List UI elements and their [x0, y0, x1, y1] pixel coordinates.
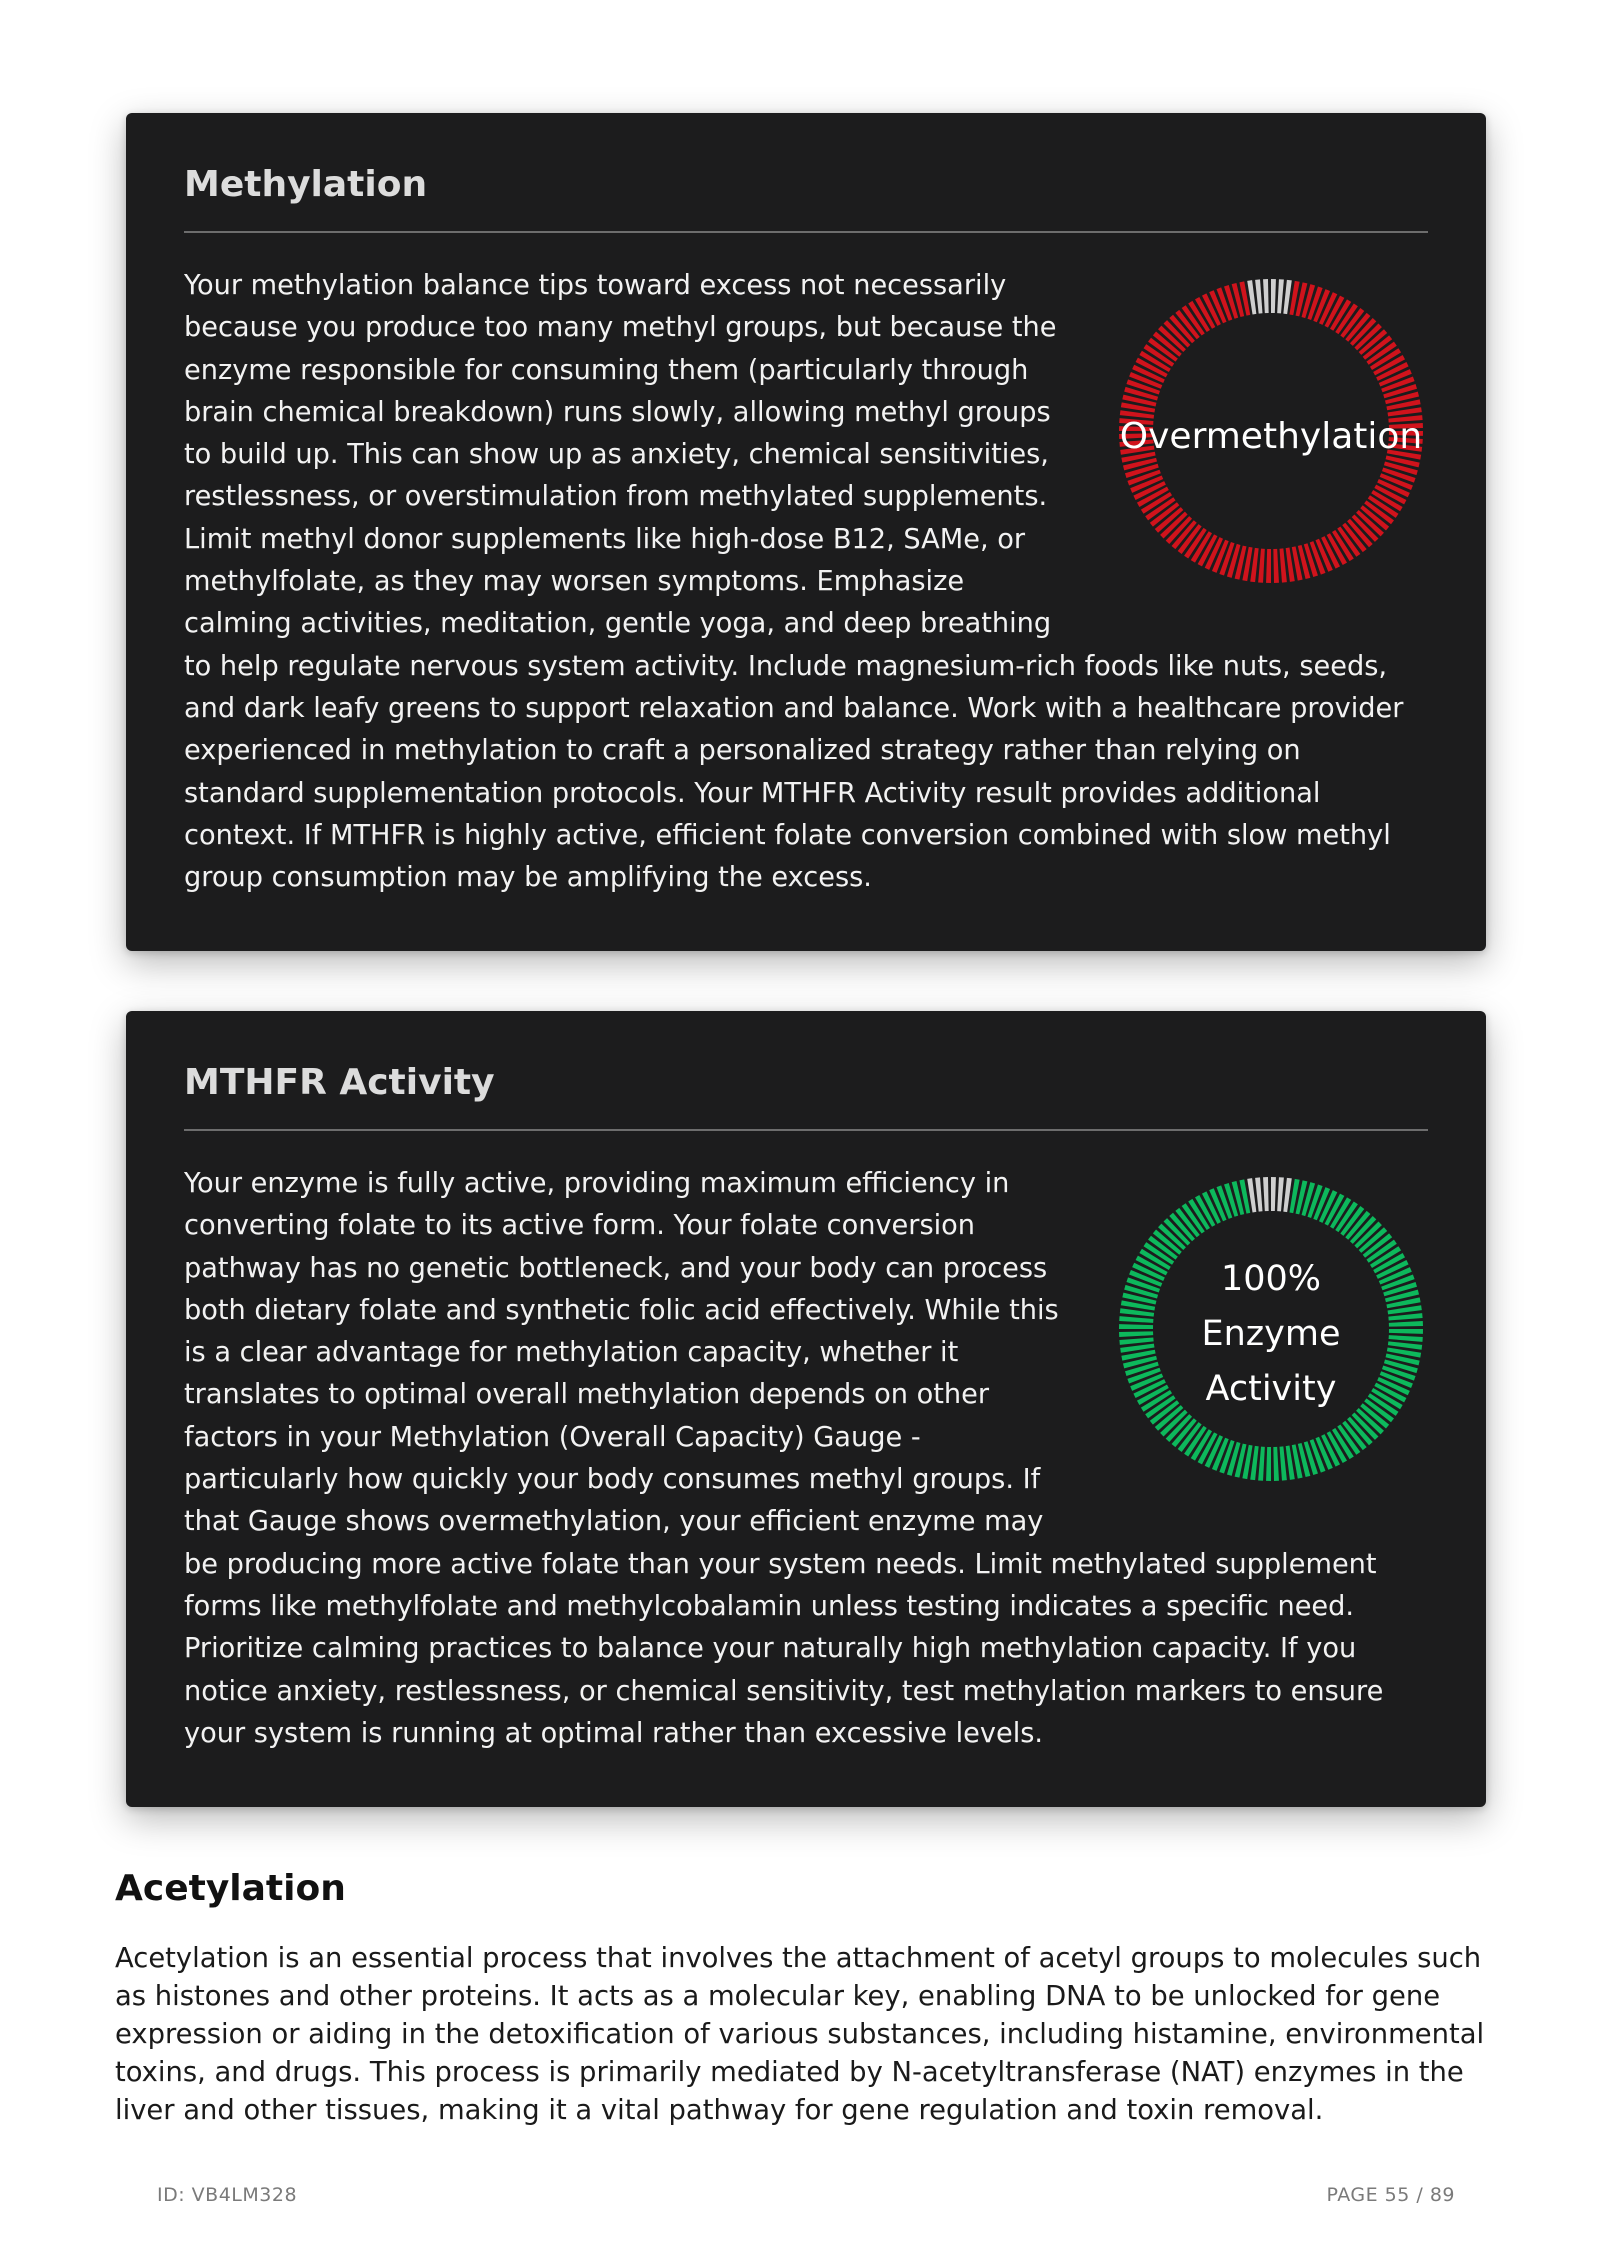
methylation-title: Methylation — [184, 164, 428, 205]
mthfr-card — [126, 1011, 1486, 1807]
page-number: PAGE 55 / 89 — [1326, 2184, 1455, 2206]
acetylation-paragraph: Acetylation is an essential process that involves the attachment of acetyl groups to molecules such as histones and other proteins. It acts as a molecular key, enabling DNA to be unlocked for gene expression or aiding in the detoxification of various substances, including histamine, environmental toxins, and drugs. This process is primarily mediated by N-acetyltransferase (NAT) enzymes in the liver and other tissues, making it a vital pathway for gene regulation and toxin removal. — [115, 1943, 1485, 2126]
methylation-gauge-label: Overmethylation — [1119, 415, 1423, 457]
mthfr-gauge-label — [1096, 1171, 1446, 1497]
mthfr-description: Your enzyme is fully active, providing maximum efficiency in converting folate to its active form. Your folate conversion pathway has no genetic bottleneck, and your body can process both dietary folate and synthetic folic acid effectively. While this is a clear advantage for methylation capacity, whether it translates to optimal overall methylation depends on other factors in your Methylation (Overall Capacity) Gauge - particularly how quickly your body consumes methyl groups. If that Gauge shows overmethylation, your efficient enzyme may be producing more active folate than your system needs. Limit methylated supplement forms like methylfolate and methylcobalamin unless testing indicates a specific need. Prioritize calming practices to balance your naturally high methylation capacity. If you notice anxiety, restlessness, or chemical sensitivity, test methylation markers to ensure your system is running at optimal rather than excessive levels. — [184, 1168, 1384, 1749]
mthfr-gauge-label-line: Activity — [1205, 1368, 1337, 1409]
methylation-description: Your methylation balance tips toward excess not necessarily because you produce too many methyl groups, but because the enzyme responsible for consuming them (particularly through brain chemical breakdown) runs slowly, allowing methyl groups to build up. This can show up as anxiety, chemical sensitivities, restlessness, or overstimulation from methylated supplements. Limit methyl donor supplements like high-dose B12, SAMe, or methylfolate, as they may worsen symptoms. Emphasize calming activities, meditation, gentle yoga, and deep breathing to help regulate nervous system activity. Include magnesium-rich foods like nuts, seeds, and dark leafy greens to support relaxation and balance. Work with a healthcare provider experienced in methylation to craft a personalized strategy rather than relying on standard supplementation protocols. Your MTHFR Activity result provides additional context. If MTHFR is highly active, efficient folate conversion combined with slow methyl group consumption may be amplifying the excess. — [184, 270, 1404, 894]
mthfr-gauge-label-line: Enzyme — [1201, 1313, 1341, 1354]
divider — [184, 231, 1428, 233]
methylation-card — [126, 113, 1486, 951]
report-id: ID: VB4LM328 — [157, 2184, 298, 2206]
mthfr-gauge — [1096, 1171, 1446, 1539]
mthfr-gauge-label-line: 100% — [1220, 1258, 1322, 1299]
divider — [184, 1129, 1428, 1131]
methylation-gauge — [1096, 273, 1446, 641]
acetylation-heading: Acetylation — [115, 1868, 346, 1909]
mthfr-title: MTHFR Activity — [184, 1062, 495, 1103]
